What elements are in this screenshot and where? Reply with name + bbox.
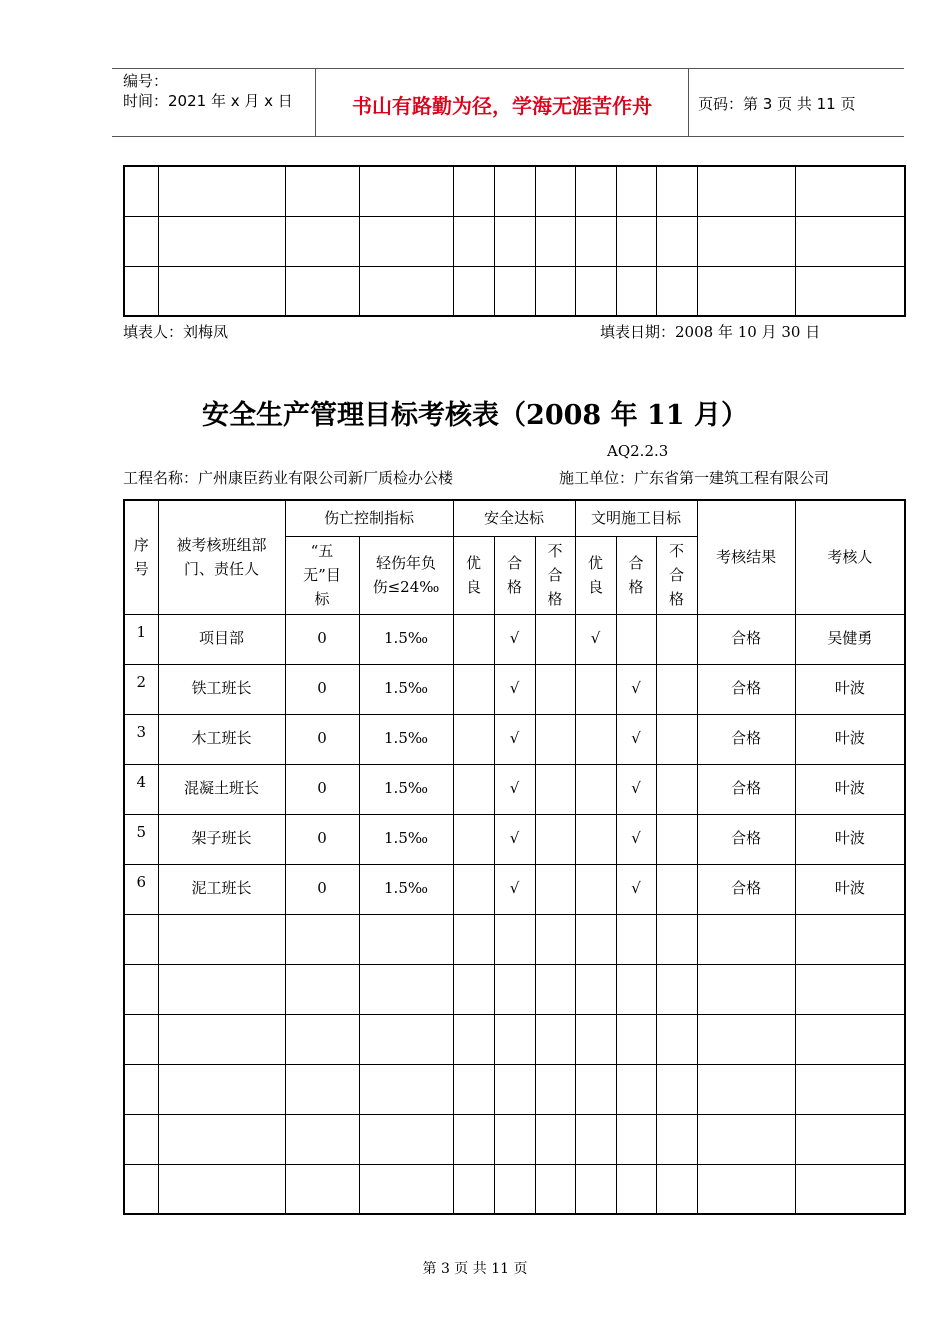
sub-header-civil-excellent xyxy=(575,536,616,614)
cell-civil-pass: √ xyxy=(616,864,656,914)
sub-header-safety-fail xyxy=(535,536,575,614)
cell-civil-fail xyxy=(656,864,697,914)
cell-seq: 6 xyxy=(124,864,158,914)
cell-civil-fail xyxy=(656,664,697,714)
sub-header-minor-injury xyxy=(359,536,453,614)
serial-number-label: 编号： xyxy=(123,72,169,90)
table-row xyxy=(124,814,905,864)
cell-safety-fail xyxy=(535,614,575,664)
cell-minor-injury: 1.5‰ xyxy=(359,664,453,714)
cell-minor-injury: 1.5‰ xyxy=(359,814,453,864)
cell-civil-excellent xyxy=(575,664,616,714)
cell-safety-fail xyxy=(535,664,575,714)
cell-minor-injury: 1.5‰ xyxy=(359,864,453,914)
col-header-result: 考核结果 xyxy=(697,500,795,614)
header-divider-right xyxy=(688,69,689,136)
cell-safety-excellent xyxy=(453,714,494,764)
page-title: 安全生产管理目标考核表（2008 年 11 月） xyxy=(202,400,748,431)
cell-assessor: 叶波 xyxy=(795,764,905,814)
cell-safety-fail xyxy=(535,814,575,864)
cell-civil-excellent xyxy=(575,864,616,914)
cell-result: 合格 xyxy=(697,664,795,714)
col-header-seq xyxy=(124,500,158,614)
sub-header-civil-fail xyxy=(656,536,697,614)
cell-minor-injury: 1.5‰ xyxy=(359,614,453,664)
cell-result: 合格 xyxy=(697,864,795,914)
sub-text: 优良 xyxy=(466,554,482,596)
cell-safety-pass: √ xyxy=(494,864,535,914)
cell-safety-excellent xyxy=(453,814,494,864)
table-row xyxy=(124,266,905,316)
page-footer: 第 3 页 共 11 页 xyxy=(422,1261,528,1277)
sub-text: 不合格 xyxy=(669,542,685,608)
cell-civil-excellent xyxy=(575,714,616,764)
cell-result: 合格 xyxy=(697,714,795,764)
header-row-groups xyxy=(124,500,905,536)
header-page-number: 页码：第 3 页 共 11 页 xyxy=(698,95,856,113)
header-time: 时间：2021 年 x 月 x 日 xyxy=(123,92,293,110)
cell-assessor: 叶波 xyxy=(795,714,905,764)
cell-safety-pass: √ xyxy=(494,614,535,664)
cell-seq: 5 xyxy=(124,814,158,864)
cell-team: 木工班长 xyxy=(158,714,285,764)
cell-result: 合格 xyxy=(697,814,795,864)
sub-text: 优良 xyxy=(588,554,604,596)
cell-civil-excellent xyxy=(575,814,616,864)
cell-safety-fail xyxy=(535,864,575,914)
cell-safety-pass: √ xyxy=(494,764,535,814)
sub-header-minor-injury-text: 轻伤年负伤≤24‰ xyxy=(372,554,440,596)
cell-five-none: 0 xyxy=(285,864,359,914)
sub-header-five-none-text: “五无”目标 xyxy=(303,542,341,608)
cell-team: 泥工班长 xyxy=(158,864,285,914)
sub-text: 合格 xyxy=(628,554,644,596)
cell-assessor: 叶波 xyxy=(795,664,905,714)
cell-five-none: 0 xyxy=(285,814,359,864)
sub-text: 不合格 xyxy=(547,542,563,608)
table-row xyxy=(124,166,905,216)
col-header-team-text: 被考核班组部门、责任人 xyxy=(176,536,267,579)
cell-team: 混凝土班长 xyxy=(158,764,285,814)
cell-five-none: 0 xyxy=(285,764,359,814)
previous-fill-date: 填表日期：2008 年 10 月 30 日 xyxy=(600,323,821,341)
cell-safety-fail xyxy=(535,714,575,764)
cell-civil-pass: √ xyxy=(616,714,656,764)
empty-row xyxy=(124,964,905,1014)
contractor-name: 施工单位：广东省第一建筑工程有限公司 xyxy=(559,469,830,487)
cell-safety-excellent xyxy=(453,864,494,914)
cell-safety-pass: √ xyxy=(494,664,535,714)
cell-seq: 3 xyxy=(124,714,158,764)
cell-assessor: 叶波 xyxy=(795,864,905,914)
empty-row xyxy=(124,1114,905,1164)
previous-table-tail xyxy=(123,165,906,317)
table-row xyxy=(124,216,905,266)
cell-five-none: 0 xyxy=(285,614,359,664)
cell-result: 合格 xyxy=(697,764,795,814)
assessment-table xyxy=(123,499,906,1215)
empty-row xyxy=(124,914,905,964)
group-header-safety: 安全达标 xyxy=(453,500,575,536)
cell-civil-excellent xyxy=(575,764,616,814)
empty-row xyxy=(124,1064,905,1114)
table-row xyxy=(124,664,905,714)
table-row xyxy=(124,714,905,764)
group-header-civil: 文明施工目标 xyxy=(575,500,697,536)
cell-five-none: 0 xyxy=(285,714,359,764)
empty-row xyxy=(124,1014,905,1064)
header-motto: 书山有路勤为径，学海无涯苦作舟 xyxy=(352,94,652,118)
cell-civil-pass: √ xyxy=(616,814,656,864)
cell-minor-injury: 1.5‰ xyxy=(359,714,453,764)
empty-row xyxy=(124,1164,905,1214)
table-row xyxy=(124,864,905,914)
cell-civil-fail xyxy=(656,764,697,814)
cell-seq: 2 xyxy=(124,664,158,714)
cell-safety-pass: √ xyxy=(494,714,535,764)
cell-safety-fail xyxy=(535,764,575,814)
header-bottom-rule xyxy=(112,136,904,137)
cell-safety-excellent xyxy=(453,614,494,664)
cell-civil-fail xyxy=(656,614,697,664)
table-row xyxy=(124,764,905,814)
sub-header-five-none xyxy=(285,536,359,614)
cell-civil-fail xyxy=(656,814,697,864)
cell-civil-pass xyxy=(616,614,656,664)
cell-team: 项目部 xyxy=(158,614,285,664)
cell-team: 铁工班长 xyxy=(158,664,285,714)
table-row xyxy=(124,614,905,664)
cell-seq: 1 xyxy=(124,614,158,664)
sub-header-safety-pass xyxy=(494,536,535,614)
cell-safety-pass: √ xyxy=(494,814,535,864)
cell-result: 合格 xyxy=(697,614,795,664)
cell-team: 架子班长 xyxy=(158,814,285,864)
sub-header-safety-excellent xyxy=(453,536,494,614)
project-name: 工程名称：广州康臣药业有限公司新厂质检办公楼 xyxy=(123,469,454,487)
group-header-injury: 伤亡控制指标 xyxy=(285,500,453,536)
cell-civil-pass: √ xyxy=(616,764,656,814)
header-top-rule xyxy=(112,68,904,69)
cell-assessor: 吴健勇 xyxy=(795,614,905,664)
cell-five-none: 0 xyxy=(285,664,359,714)
sub-header-civil-pass xyxy=(616,536,656,614)
col-header-team xyxy=(158,500,285,614)
previous-filler: 填表人：刘梅凤 xyxy=(123,323,229,341)
cell-safety-excellent xyxy=(453,764,494,814)
col-header-assessor: 考核人 xyxy=(795,500,905,614)
form-code: AQ2.2.3 xyxy=(607,442,669,460)
cell-civil-pass: √ xyxy=(616,664,656,714)
cell-seq: 4 xyxy=(124,764,158,814)
cell-civil-fail xyxy=(656,714,697,764)
col-header-seq-text: 序号 xyxy=(133,536,149,579)
cell-civil-excellent: √ xyxy=(575,614,616,664)
cell-assessor: 叶波 xyxy=(795,814,905,864)
cell-safety-excellent xyxy=(453,664,494,714)
sub-text: 合格 xyxy=(507,554,523,596)
cell-minor-injury: 1.5‰ xyxy=(359,764,453,814)
